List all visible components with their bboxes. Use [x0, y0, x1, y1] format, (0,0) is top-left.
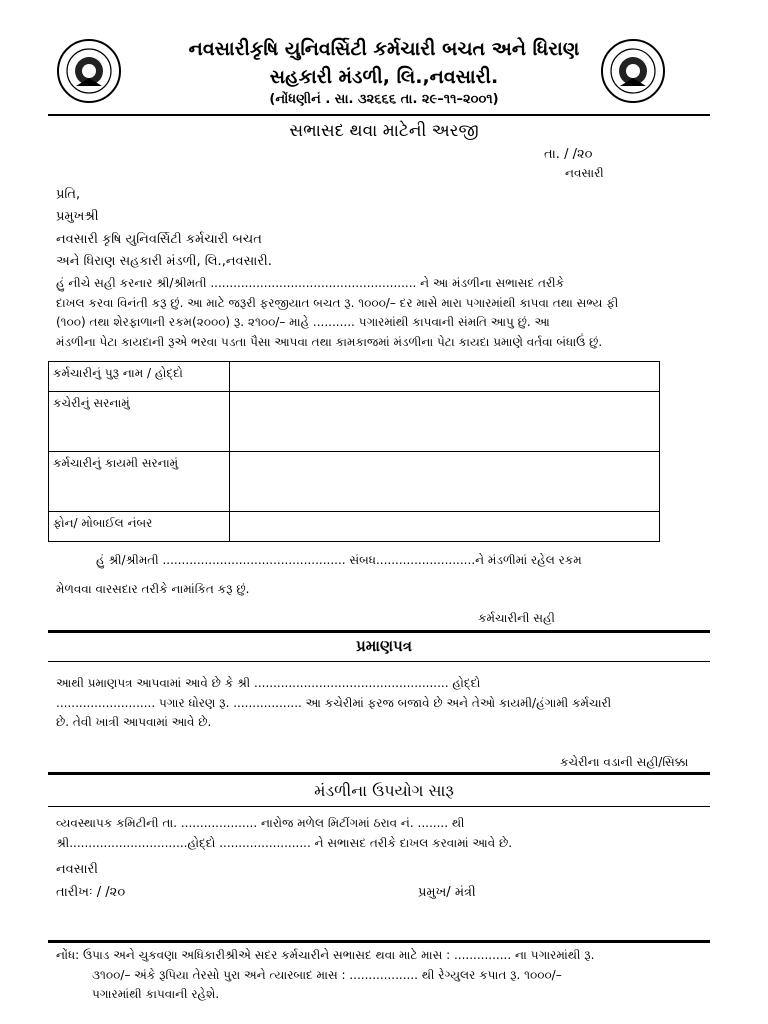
- office-use-divider: [48, 772, 710, 775]
- society-subname: સહકારી મંડળી, લિ.,નવસારી.: [269, 66, 499, 88]
- note-line: ૩૧૦૦/– અંકે રૂપિયા તેરસો પુરા અને ત્યારબાદ માસ : .................. થી રેગ્યુલર કપાત રૂ. ૧૦૦૦/–: [92, 967, 562, 982]
- place: નવસારી: [565, 166, 604, 180]
- name-designation-field[interactable]: [230, 362, 660, 392]
- application-line: મંડળીના પેટા કાયદાની રૂએ ભરવા પડતા પૈસા આપવા તથા કામકાજમાં મંડળીના પેટા કાયદા પ્રમાણે વર્તવા બંધાઉં છું.: [56, 334, 603, 349]
- permanent-address-field[interactable]: [230, 452, 660, 512]
- application-line: દાખલ કરવા વિનંતી કરૂ છું. આ માટે જરૂરી ફરજીયાત બચત રૂ. ૧૦૦૦/– દર માસે મારા પગારમાંથી કાપવા તથા સભ્ય ફી: [56, 295, 619, 310]
- office-use-title: મંડળીના ઉપયોગ સારૂ: [314, 781, 454, 800]
- society-name: નવસારીકૃષિ યુનિવર્સિટી કર્મચારી બચત અને ધિરાણ: [188, 38, 580, 60]
- date-line: તા. / /૨૦: [544, 147, 593, 162]
- note-line: પગારમાંથી કાપવાની રહેશે.: [92, 987, 220, 1001]
- note-divider: [48, 940, 710, 943]
- address-line-2: પ્રમુખશ્રી: [56, 209, 99, 224]
- certificate-line: .......................... પગાર ધોરણ રૂ. .................. આ કચેરીમાં ફરજ બજાવે છે અને તેઓ કાયમી/હંગામી કર્મચારી: [56, 695, 612, 710]
- application-paragraph: [56, 274, 704, 352]
- employee-signature-label: કર્મચારીની સહી: [478, 611, 555, 625]
- certificate-divider: [48, 630, 710, 633]
- footer-place: નવસારી: [56, 862, 98, 877]
- table-label: કર્મચારીનું કાયમી સરનામું: [49, 452, 230, 512]
- certificate-title: પ્રમાણપત્ર: [355, 637, 413, 655]
- office-use-line: વ્યવસ્થાપક કમિટીની તા. .................... નારોજ મળેલ મિટીંગમાં ઠરાવ નં. ........ થી: [56, 816, 465, 830]
- president-secretary-label: પ્રમુખ/ મંત્રી: [418, 885, 476, 900]
- header-divider: [48, 114, 710, 116]
- nominee-line-2: મેળવવા વારસદાર તરીકે નામાંકિત કરૂ છું.: [56, 582, 250, 596]
- phone-field[interactable]: [230, 512, 660, 542]
- table-row: [49, 512, 660, 542]
- address-line-3: નવસારી કૃષિ યુનિવર્સિટી કર્મચારી બચત: [56, 232, 262, 247]
- table-label: કચેરીનું સરનામું: [49, 392, 230, 452]
- table-label: ફોન/ મોબાઈલ નંબર: [49, 512, 230, 542]
- footer-date: તારીખઃ / /૨૦: [56, 885, 126, 900]
- application-line: (૧૦૦) તથા શેરફાળાની રકમ(૨૦૦૦) રૂ. ૨૧૦૦/– માહે ........... પગારમાંથી કાપવાની સંમતિ આપુ છું. આ: [56, 315, 550, 330]
- certificate-title-rule: [48, 661, 710, 662]
- nominee-line-1: હું શ્રી/શ્રીમતી ................................................ સંબધ..........................ને મંડળીમાં રહેલ રકમ: [96, 553, 582, 567]
- note-line: નોંધ: ઉપાડ અને ચુકવણા અધિકારીશ્રીએ સદર કર્મચારીને સભાસદ થવા માટે માસ : ............... ના પગારમાંથી રૂ.: [56, 948, 595, 962]
- application-line: હું નીચે સહી કરનાર શ્રી/શ્રીમતી ...................................................... ને આ મંડળીના સભાસદ તરીકે: [56, 276, 565, 290]
- address-line-1: પ્રતિ,: [56, 187, 81, 202]
- certificate-line: આથી પ્રમાણપત્ર આપવામાં આવે છે કે શ્રી ................................................... હોદ્દો: [56, 676, 481, 690]
- office-use-title-rule: [48, 806, 710, 807]
- table-label: કર્મચારીનું પુરૂ નામ / હોદ્દો: [49, 362, 230, 392]
- table-row: [49, 362, 660, 392]
- employee-details-table: [48, 361, 660, 542]
- address-line-4: અને ધિરાણ સહકારી મંડળી, લિ.,નવસારી.: [56, 254, 272, 269]
- certificate-line: છે. તેવી ખાત્રી આપવામાં આવે છે.: [56, 715, 212, 730]
- form-title: સભાસદ થવા માટેની અરજી: [289, 121, 479, 141]
- certificate-paragraph: [56, 674, 704, 733]
- office-use-line: શ્રી...............................હોદ્દો ........................ ને સભાસદ તરીકે દાખલ કરવામાં આવે છે.: [56, 835, 513, 850]
- registration-number: (નોંધણીનં . સા. ૩૨૬૬૬ તા. ૨૯–૧૧–૨૦૦૧): [269, 92, 499, 107]
- table-row: [49, 452, 660, 512]
- note-paragraph: [56, 946, 704, 1005]
- office-head-signature-label: કચેરીના વડાની સહી/સિક્કા: [560, 755, 689, 769]
- table-row: [49, 392, 660, 452]
- office-use-paragraph: [56, 814, 704, 853]
- office-address-field[interactable]: [230, 392, 660, 452]
